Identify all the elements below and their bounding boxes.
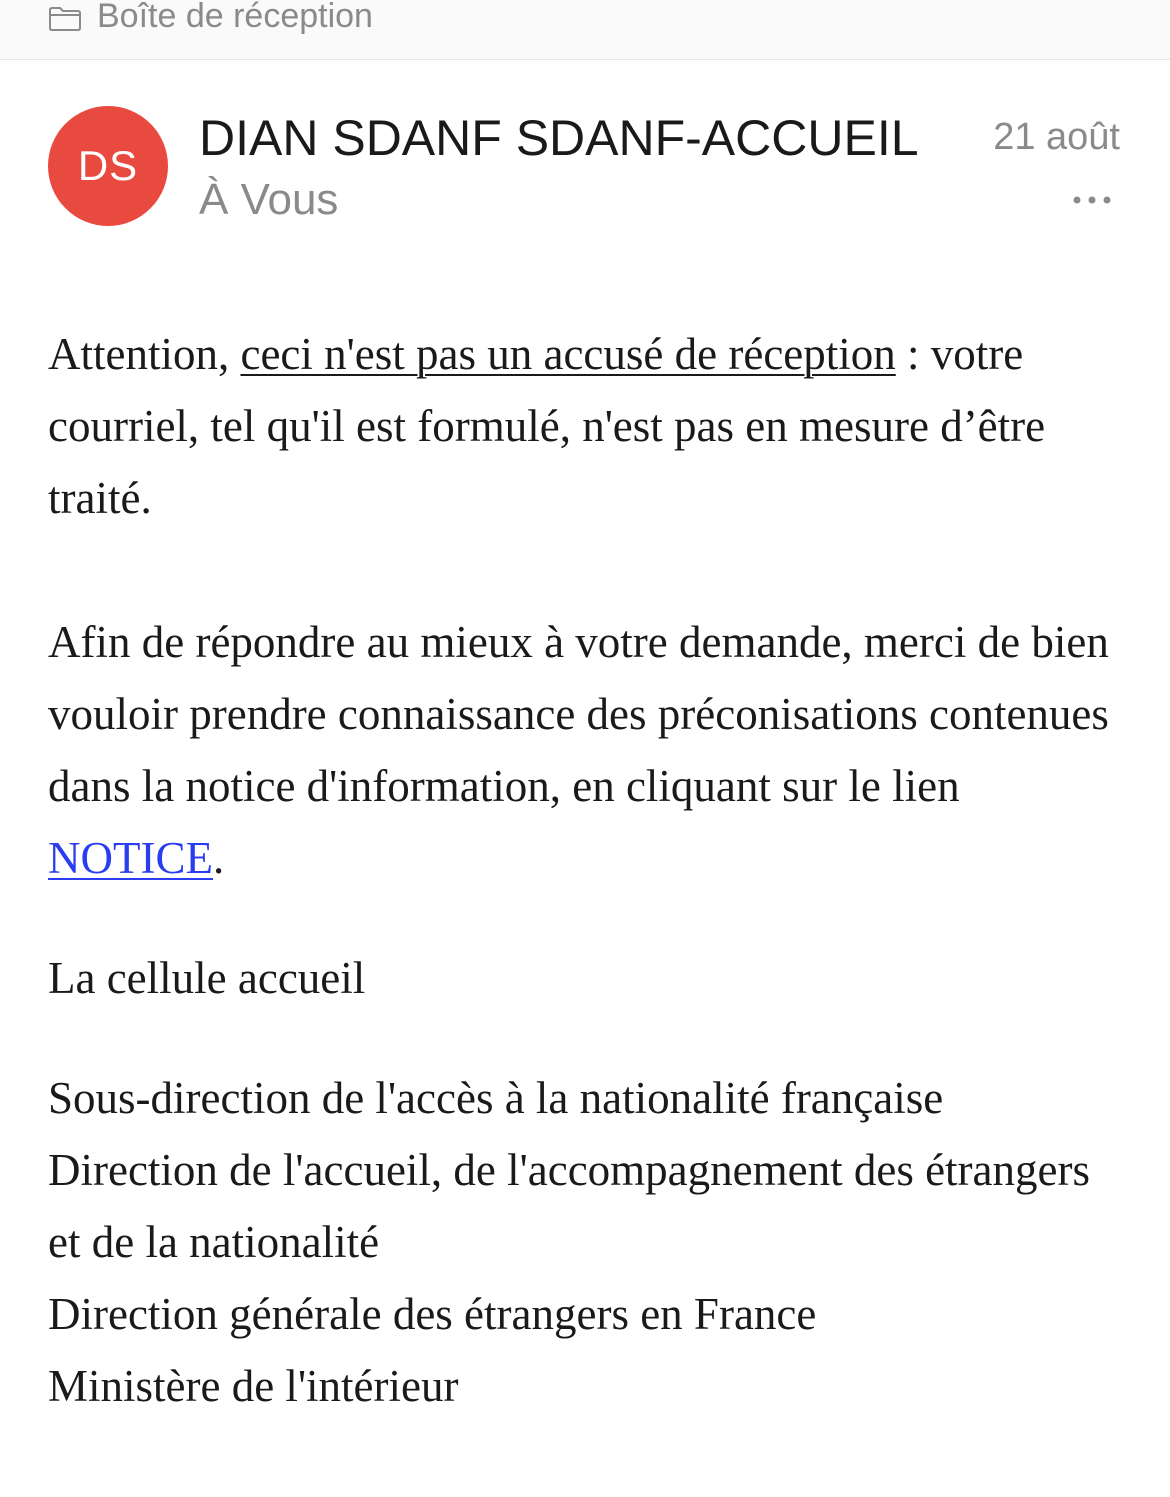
message-body [48,318,1128,1422]
folder-label[interactable]: Boîte de réception [97,0,373,35]
mailbox-header [0,0,1170,60]
notice-link[interactable]: NOTICE [48,833,213,883]
message-date: 21 août [993,116,1120,158]
instructions-end: . [212,833,225,883]
sender-name[interactable]: DIAN SDANF SDANF-ACCUEIL [199,110,919,166]
instructions-text: Afin de répondre au mieux à votre demande, merci de bien vouloir prendre connaissance des préconisations contenues dans la notice d'information, en cliquant sur le lien [48,617,1109,811]
signature-block [48,1062,1128,1422]
warning-end: : votre courriel, tel qu'il est formulé, n'est pas en mesure d’être traité. [48,329,1046,523]
body-paragraph-warning [48,318,1128,534]
warning-intro: Attention, [48,329,241,379]
signature-line: Sous-direction de l'accès à la nationalité française [48,1073,944,1123]
recipient-label[interactable]: À Vous [199,175,339,224]
body-closing: La cellule accueil [48,953,366,1003]
warning-underlined: ceci n'est pas un accusé de réception [240,329,896,379]
signature-line: Ministère de l'intérieur [48,1361,459,1411]
signature-line: Direction de l'accueil, de l'accompagnement des étrangers et de la nationalité [48,1145,1090,1267]
signature-line: Direction générale des étrangers en France [48,1289,817,1339]
avatar: DS [48,106,168,226]
body-paragraph-instructions [48,606,1128,894]
folder-icon [48,6,82,32]
more-horizontal-icon[interactable] [1072,194,1112,206]
